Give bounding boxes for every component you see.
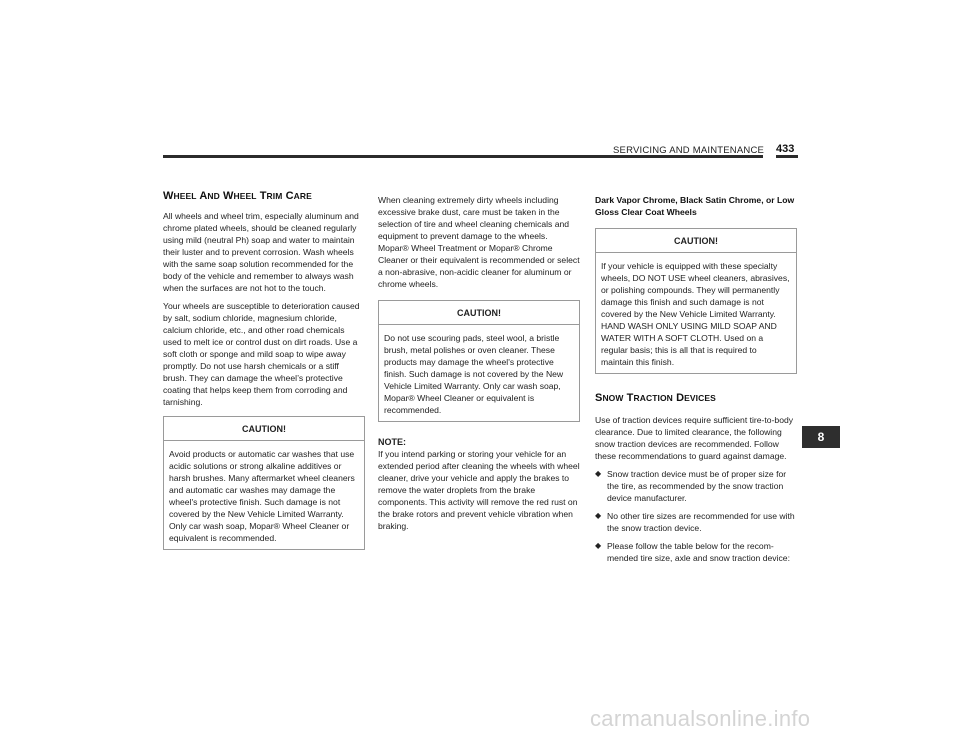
header-rule-right (776, 155, 798, 158)
caution-box (163, 416, 365, 550)
column-right (595, 194, 797, 570)
bullet-icon: ◆ (595, 541, 602, 550)
bullet-icon: ◆ (595, 511, 602, 520)
caution-body: Do not use scouring pads, steel wool, a bristle brush, metal polishes or oven cleaner. These products may damage the wheel's protective finish. Such damage is not covered by the New Vehicle Limited Warranty. Only car wash soap, Mopar® Wheel Cleaner or equivalent is recommended. (384, 333, 564, 415)
column-middle (378, 194, 580, 538)
bullet-list (595, 468, 797, 564)
watermark: carmanualsonline.info (590, 706, 811, 731)
section-heading-wheel-care: WHEEL AND WHEEL TRIM CARE (163, 190, 312, 202)
caution-box (378, 300, 580, 422)
column-left (163, 190, 365, 560)
paragraph: All wheels and wheel trim, especially aluminum and chrome plated wheels, should be cleaned regularly using mild (neutral Ph) soap and water to maintain their luster and to prevent corrosion. Wash wheels with the same soap solution recommended for the body of the vehicle and remember to always wash when the surfaces are not hot to the touch. (163, 211, 359, 293)
list-item: ◆ Please follow the table below for the recom-mended tire size, axle and snow traction device: (595, 541, 790, 563)
section-heading-snow-traction: SNOW TRACTION DEVICES (595, 392, 716, 404)
bullet-icon: ◆ (595, 469, 602, 478)
note-body: If you intend parking or storing your vehicle for an extended period after cleaning the wheels with wheel cleaner, drive your vehicle and apply the brakes to remove the water droplets from the brake components. This activity will remove the red rust on the brake rotors and prevent vehicle vibration when braking. (378, 449, 580, 531)
note-title: NOTE: (378, 437, 406, 447)
paragraph: When cleaning extremely dirty wheels including excessive brake dust, care must be taken in the selection of tire and wheel cleaning chemicals and equipment to prevent damage to the wheels. Mopar® Wheel Treatment or Mopar® Chrome Cleaner or their equivalent is recommended or select a non-abrasive, non-acidic cleaner for aluminum or chrome wheels. (378, 195, 580, 289)
caution-title: CAUTION! (164, 417, 364, 441)
page-number: 433 (776, 143, 795, 155)
chapter-tab: 8 (802, 426, 840, 448)
subheading-specialty-wheels: Dark Vapor Chrome, Black Satin Chrome, or Low Gloss Clear Coat Wheels (595, 195, 795, 217)
list-item: ◆ Snow traction device must be of proper size for the tire, as recommended by the snow traction device manufacturer. (595, 469, 787, 503)
running-header-section: SERVICING AND MAINTENANCE (613, 145, 765, 156)
caution-box (595, 228, 797, 374)
paragraph: Your wheels are susceptible to deterioration caused by salt, sodium chloride, magnesium chloride, calcium chloride, etc., and other road chemicals used to melt ice or control dust on dirt roads. Use a soft cloth or sponge and mild soap to wipe away promptly. Do not use harsh chemicals or a stiff brush. They can damage the wheel’s protective coating that helps keep them from corroding and tarnishing. (163, 301, 360, 407)
caution-title: CAUTION! (596, 229, 796, 253)
caution-title: CAUTION! (379, 301, 579, 325)
list-item: ◆ No other tire sizes are recommended for use with the snow traction device. (595, 511, 795, 533)
caution-body: Avoid products or automatic car washes that use acidic solutions or strong alkaline additives or harsh brushes. Many aftermarket wheel cleaners and automatic car washes may damage the wheel's protective finish. Such damage is not covered by the New Vehicle Limited Warranty. Only car wash soap, Mopar® Wheel Cleaner or equivalent is recommended. (169, 449, 355, 543)
paragraph: Use of traction devices require sufficient tire-to-body clearance. Due to limited clearance, the following snow traction devices are recommended. Follow these recommendations to guard against damage. (595, 415, 794, 461)
caution-body: If your vehicle is equipped with these specialty wheels, DO NOT USE wheel cleaners, abrasives, or polishing compounds. They will permanently damage this finish and such damage is not covered by the New Vehicle Limited Warranty. HAND WASH ONLY USING MILD SOAP AND WATER WITH A SOFT CLOTH. Used on a regular basis; this is all that is required to maintain this finish. (601, 261, 790, 367)
